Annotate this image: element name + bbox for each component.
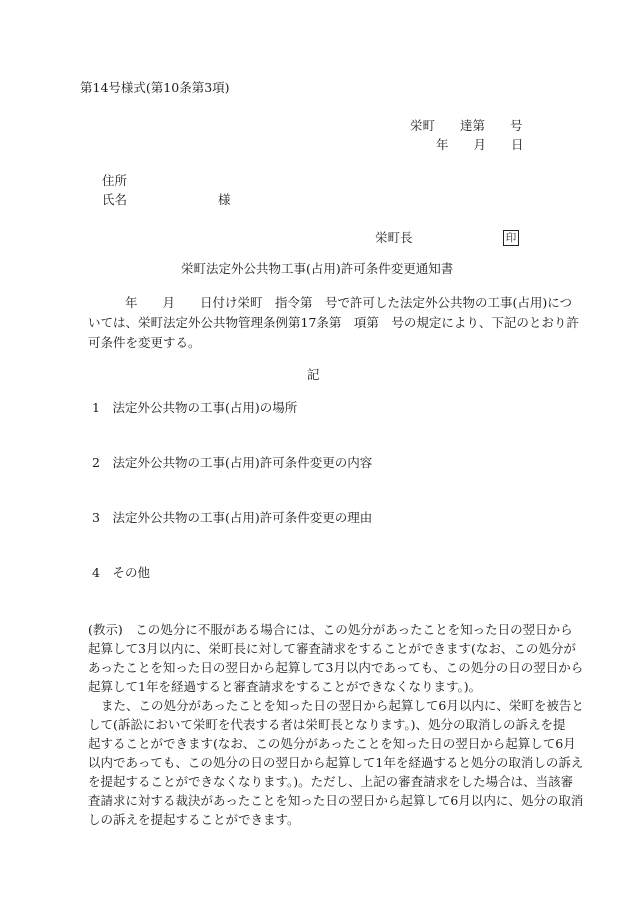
notice-line: して(訴訟において栄町を代表する者は栄町長となります。)、処分の取消しの訴えを提 [88, 717, 566, 732]
honorific: 様 [218, 192, 231, 207]
notice-line: 査請求に対する裁決があったことを知った日の翌日から起算して6月以内に、処分の取消 [88, 793, 584, 808]
body-line: いては、栄町法定外公共物管理条例第17条第 項第 号の規定により、下記のとおり許 [88, 315, 579, 330]
notice-line: 起算して3月以内に、栄町長に対して審査請求をすることができます(なお、この処分が [88, 641, 576, 656]
address-label: 住所 [102, 173, 128, 188]
seal-mark: 印 [503, 230, 519, 246]
body-line: 年 月 日付け栄町 指令第 号で許可した法定外公共物の工事(占用)につ [125, 295, 573, 310]
document-title: 栄町法定外公共物工事(占用)許可条件変更通知書 [181, 261, 454, 276]
notice-line: あったことを知った日の翌日から起算して3月以内であっても、この処分の日の翌日から [88, 660, 584, 675]
form-id: 第14号様式(第10条第3項) [80, 80, 230, 95]
notice-line: を提起することができなくなります。)。ただし、上記の審査請求をした場合は、当該審 [88, 774, 574, 789]
item-4: 4 その他 [92, 565, 150, 580]
body-line: 可条件を変更する。 [88, 335, 201, 350]
item-1: 1 法定外公共物の工事(占用)の場所 [92, 400, 298, 415]
issue-date: 年 月 日 [436, 137, 524, 152]
notice-line: 以内であっても、この処分の日の翌日から起算して1年を経過すると処分の取消しの訴え [88, 755, 584, 770]
notice-line: また、この処分があったことを知った日の翌日から起算して6月以内に、栄町を被告と [101, 698, 584, 713]
item-3: 3 法定外公共物の工事(占用)許可条件変更の理由 [92, 510, 373, 525]
notice-line: 起算して1年を経過すると審査請求をすることができなくなります。)。 [88, 679, 482, 694]
notice-line: (教示) この処分に不服がある場合には、この処分があったことを知った日の翌日から [88, 622, 573, 637]
notice-line: しの訴えを提起することができます。 [88, 812, 300, 827]
item-2: 2 法定外公共物の工事(占用)許可条件変更の内容 [92, 455, 373, 470]
sender-title: 栄町長 [375, 230, 413, 245]
name-label: 氏名 [102, 192, 128, 207]
document-number: 栄町 達第 号 [410, 118, 523, 133]
notice-line: 起することができます(なお、この処分があったことを知った日の翌日から起算して6月 [88, 736, 576, 751]
ki-heading: 記 [307, 367, 320, 382]
